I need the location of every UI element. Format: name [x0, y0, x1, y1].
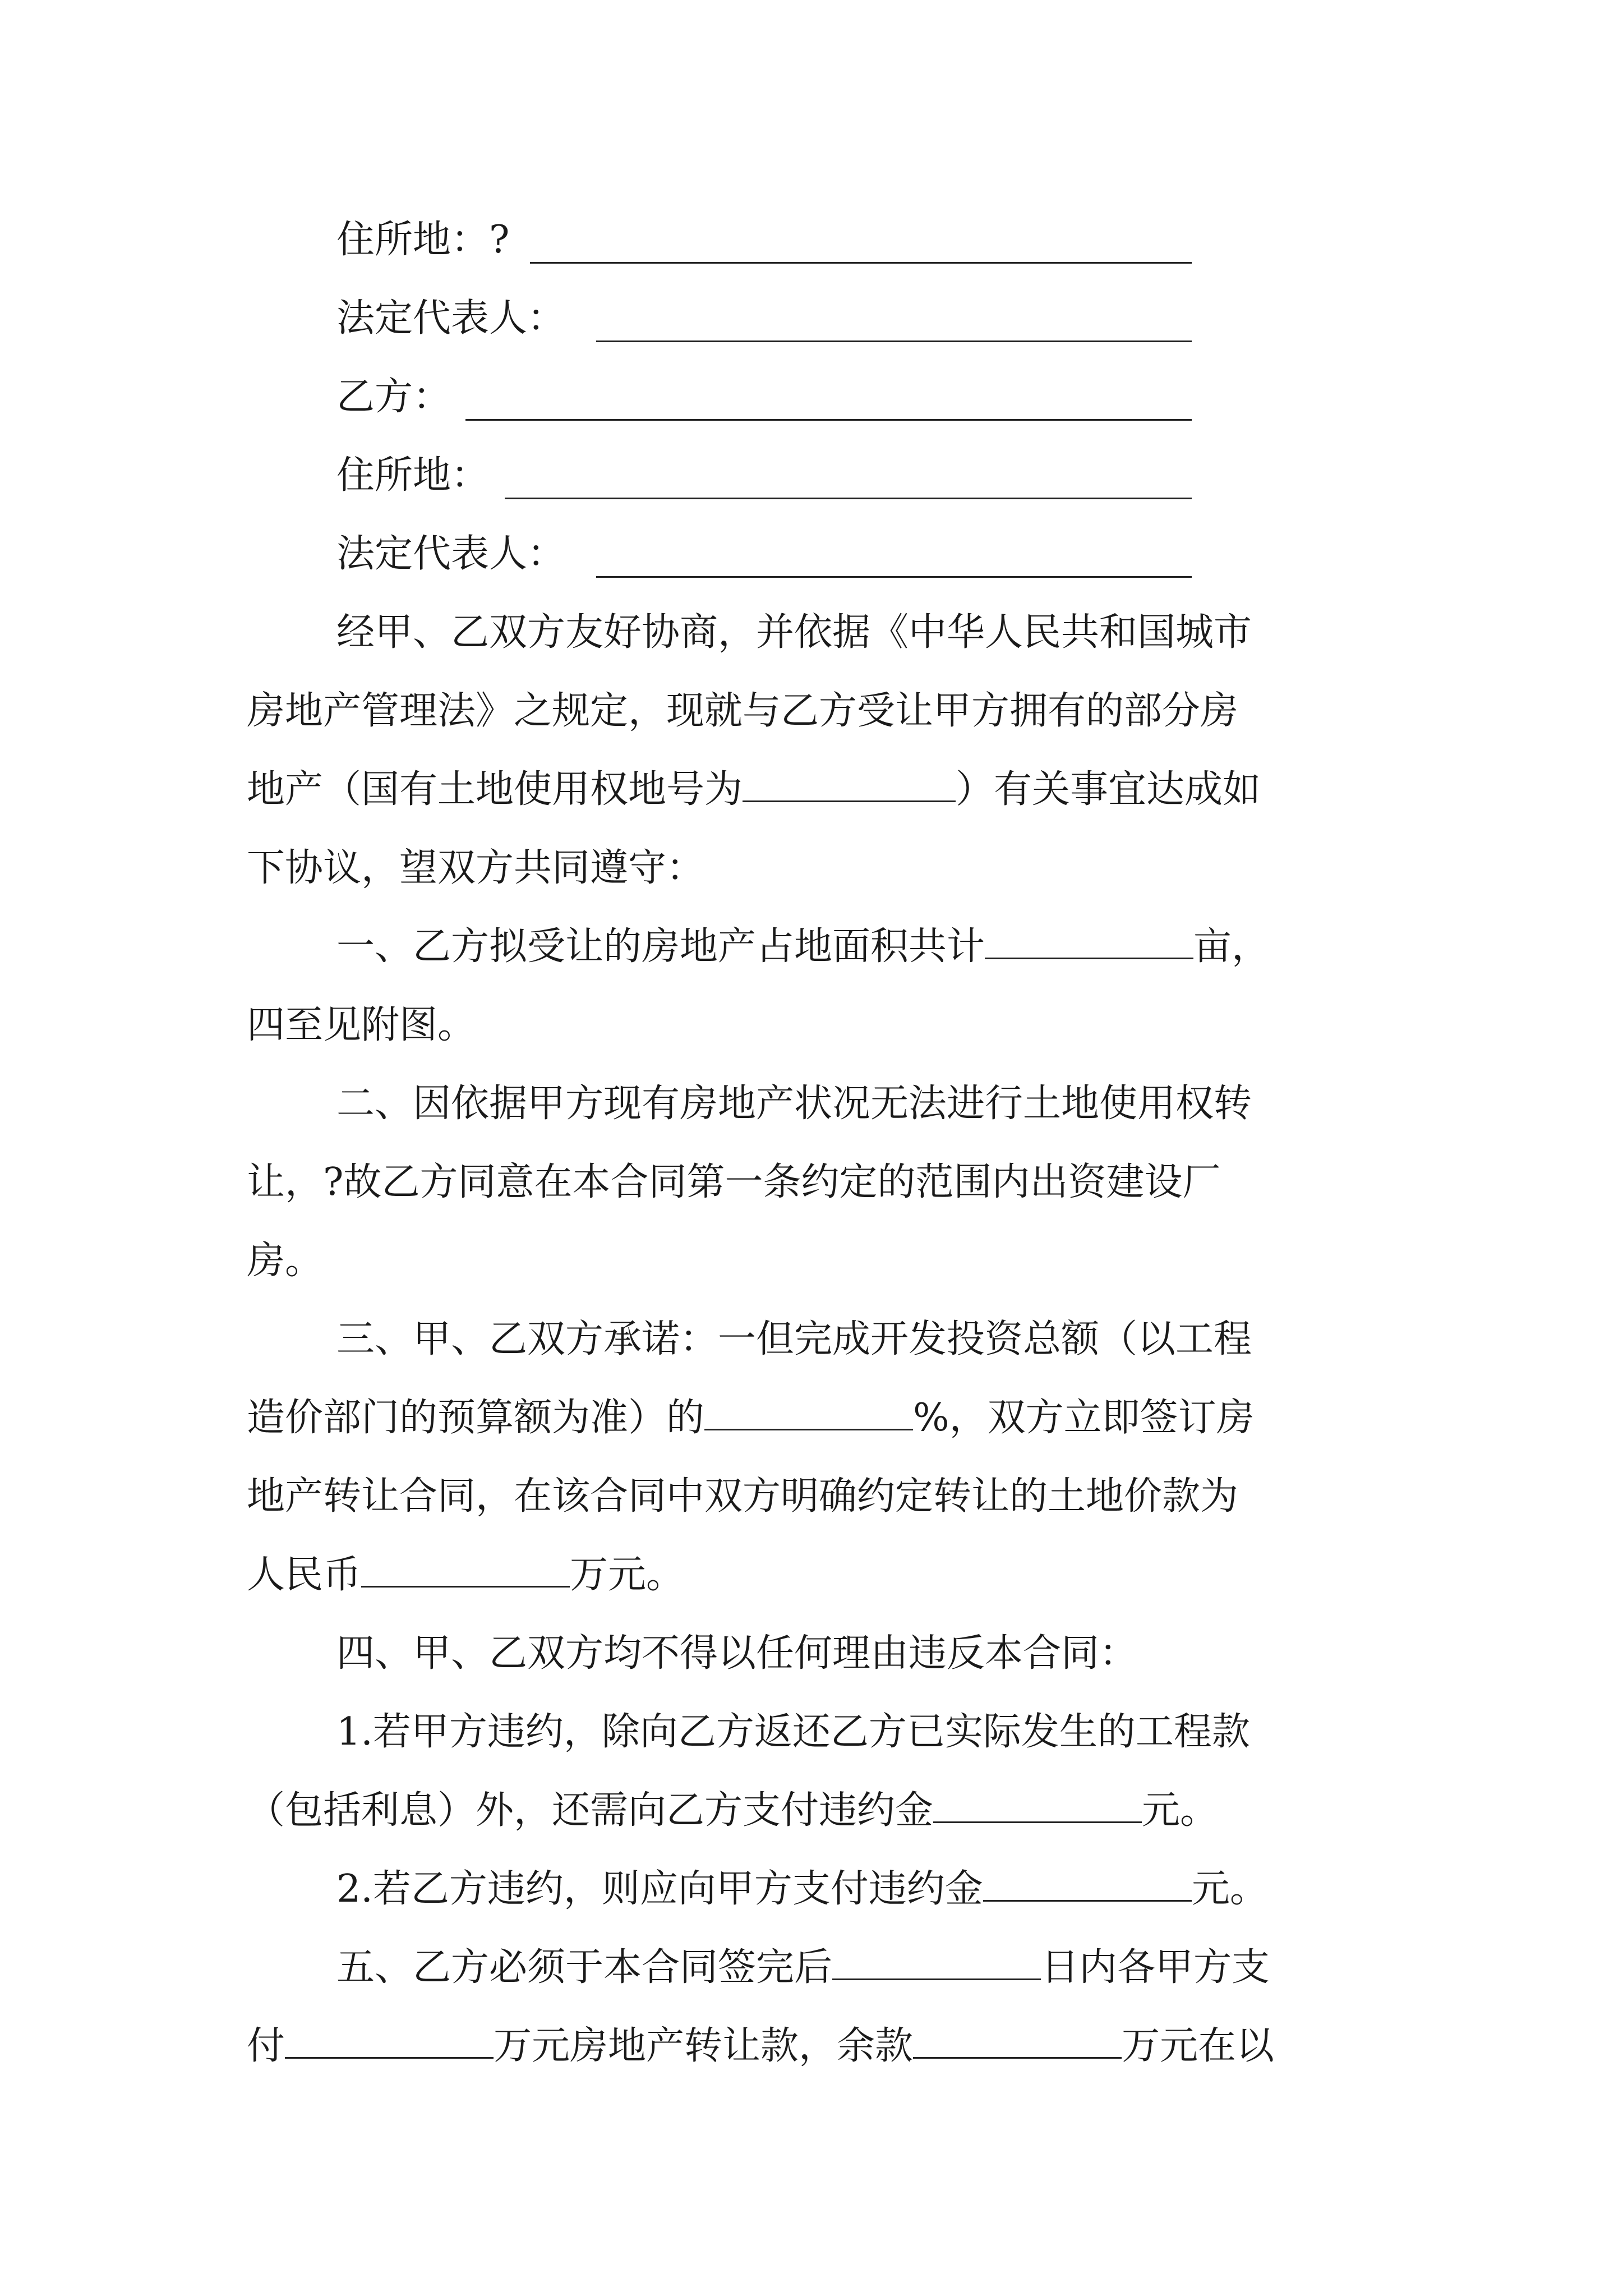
fill-in-blank	[285, 2022, 494, 2059]
clause-3-line: 地产转让合同，在该合同中双方明确约定转让的土地价款为	[247, 1474, 1239, 1519]
field-domicile-party-b	[336, 448, 489, 504]
clause-2-line: 房。	[247, 1239, 324, 1283]
intro-line: 房地产管理法》之规定，现就与乙方受让甲方拥有的部分房	[247, 689, 1239, 733]
fill-in-blank	[704, 1394, 913, 1430]
fill-in-line	[530, 262, 1192, 264]
fill-in-blank	[743, 766, 956, 802]
intro-line: 经甲、乙双方友好协商，并依据《中华人民共和国城市	[336, 610, 1252, 655]
field-label: 住所地：?	[336, 218, 510, 262]
clause-3-line: 人民币 万元。	[247, 1547, 684, 1603]
field-domicile-party-a	[336, 212, 509, 268]
clause-5-line: 五、乙方必须于本合同签完后 日内各甲方支	[336, 1940, 1270, 1996]
clause-2-line: 让，?故乙方同意在本合同第一条约定的范围内出资建设厂	[247, 1160, 1221, 1204]
fill-in-blank	[933, 1787, 1142, 1823]
field-legal-rep-party-b	[336, 526, 565, 582]
field-label: 住所地：	[336, 453, 490, 498]
clause-2-line: 二、因依据甲方现有房地产状况无法进行土地使用权转	[336, 1082, 1252, 1126]
clause-4-sub-2-line: 2.若乙方违约，则应向甲方支付违约金 元。	[336, 1861, 1268, 1917]
fill-in-line	[465, 419, 1192, 421]
fill-in-line	[505, 498, 1192, 499]
clause-4-sub-1-line: （包括利息）外，还需向乙方支付违约金 元。	[247, 1783, 1218, 1839]
clause-3-line: 三、甲、乙双方承诺：一但完成开发投资总额（以工程	[336, 1317, 1252, 1361]
field-legal-rep-party-a	[336, 291, 565, 347]
intro-line: 下协议，望双方共同遵守：	[247, 846, 705, 890]
fill-in-line	[596, 341, 1192, 342]
field-party-b	[336, 369, 451, 425]
field-label: 法定代表人：	[336, 532, 566, 576]
fill-in-blank	[832, 1944, 1041, 1980]
fill-in-blank	[361, 1551, 570, 1588]
clause-1-line: 四至见附图。	[247, 1003, 476, 1047]
clause-3-line: 造价部门的预算额为准）的 %，双方立即签订房	[247, 1390, 1255, 1446]
clause-4-line: 四、甲、乙双方均不得以任何理由违反本合同：	[336, 1631, 1138, 1676]
fill-in-line	[596, 576, 1192, 578]
clause-4-sub-1-line: 1.若甲方违约，除向乙方返还乙方已实际发生的工程款	[336, 1710, 1250, 1754]
field-label: 法定代表人：	[336, 296, 566, 341]
fill-in-blank	[983, 1865, 1192, 1902]
fill-in-blank	[913, 2022, 1122, 2059]
clause-1-line: 一、乙方拟受让的房地产占地面积共计 亩，	[336, 919, 1270, 975]
intro-line: 地产（国有土地使用权地号为 ）有关事宜达成如	[247, 762, 1261, 818]
clause-5-line: 付 万元房地产转让款，余款 万元在以	[247, 2018, 1274, 2074]
fill-in-blank	[985, 923, 1193, 959]
field-label: 乙方：	[336, 375, 451, 419]
